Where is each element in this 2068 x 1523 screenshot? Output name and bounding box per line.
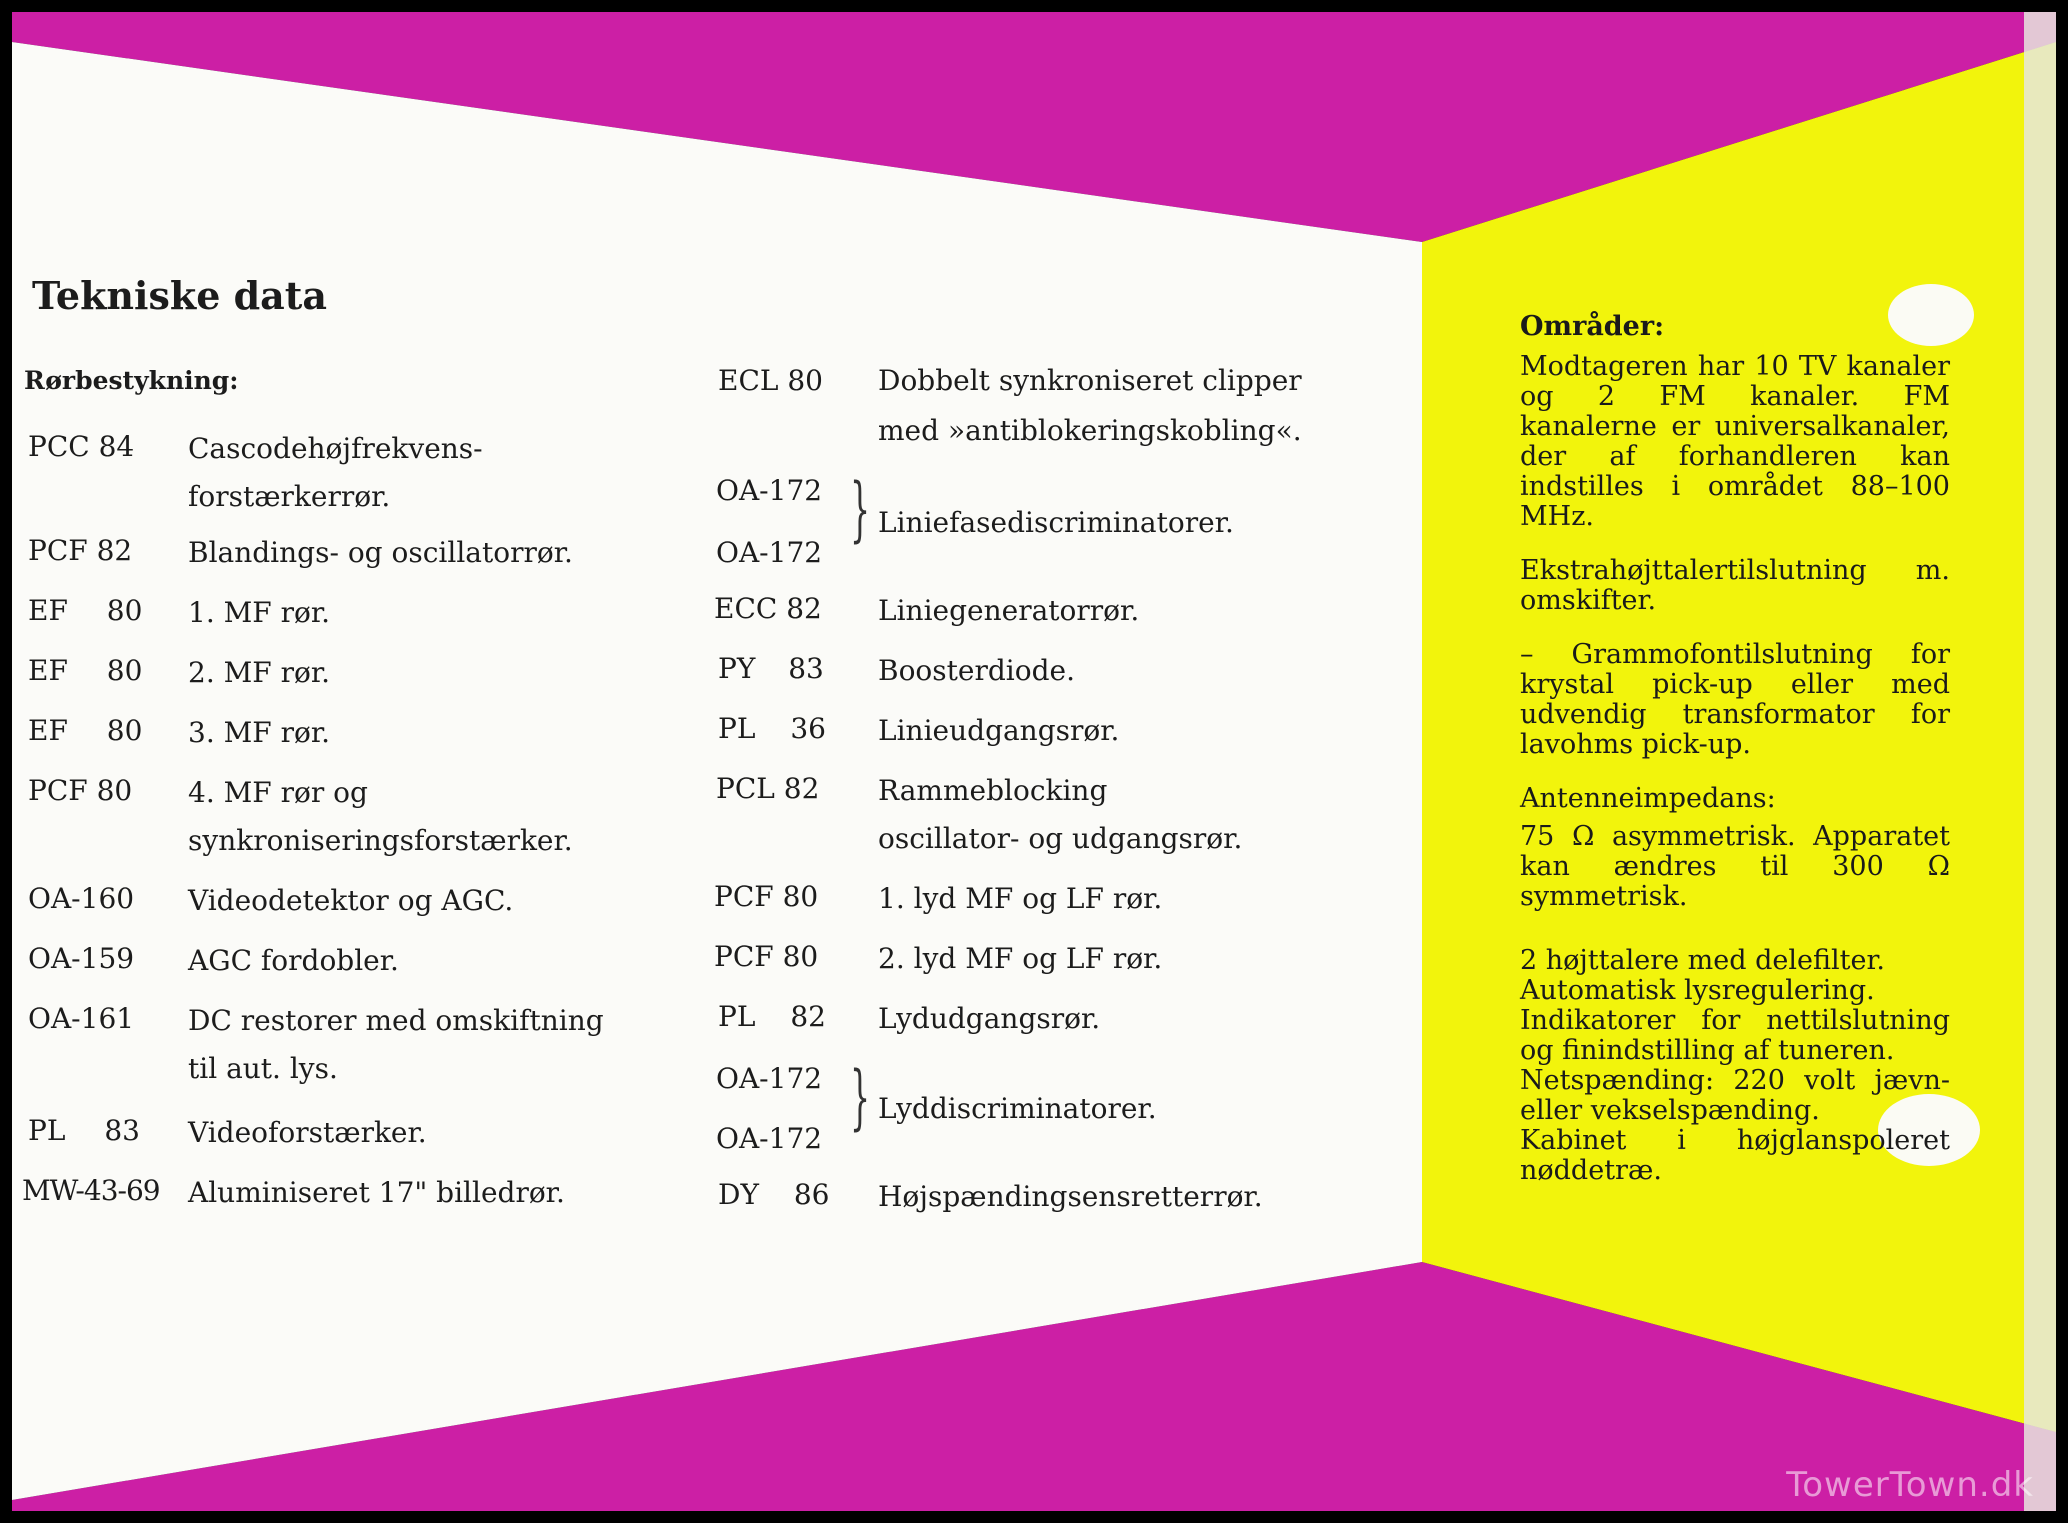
- side-line: Netspænding: 220 volt jævn- eller vekselspænding.: [1520, 1065, 1950, 1126]
- tube-code: OA-172: [716, 474, 823, 507]
- watermark: TowerTown.dk: [1786, 1465, 2034, 1505]
- tube-desc: oscillator- og udgangsrør.: [878, 822, 1243, 855]
- tube-code: PCF 80: [28, 774, 133, 807]
- group-brace: }: [850, 1056, 871, 1138]
- side-panel: [1520, 312, 1950, 1186]
- tube-code: ECL 80: [718, 364, 823, 397]
- tube-code: EF 80: [28, 654, 143, 687]
- tube-code: OA-172: [716, 1062, 823, 1095]
- tube-desc: 2. MF rør.: [188, 656, 331, 689]
- tube-desc: synkroniseringsforstærker.: [188, 824, 573, 857]
- group-brace: }: [850, 468, 871, 550]
- tube-code: OA-159: [28, 942, 135, 975]
- side-line: Kabinet i højglanspoleret nøddetræ.: [1520, 1125, 1950, 1186]
- tube-code: EF 80: [28, 714, 143, 747]
- tube-desc: Linieudgangsrør.: [878, 714, 1120, 747]
- tube-desc: Aluminiseret 17" billedrør.: [188, 1176, 565, 1209]
- tube-desc: med »antiblokeringskobling«.: [878, 414, 1302, 447]
- side-paragraph: Ekstrahøjttalertilslutning m. omskifter.: [1520, 555, 1950, 616]
- tube-code: EF 80: [28, 594, 143, 627]
- side-paragraph: – Grammofontilslutning for krystal pick-up eller med udvendig transformator for lavohms pick-up.: [1520, 639, 1950, 760]
- tube-desc: Videoforstærker.: [188, 1116, 427, 1149]
- tube-code: PCL 82: [716, 772, 820, 805]
- tube-code: OA-172: [716, 1122, 823, 1155]
- tubes-subtitle: Rørbestykning:: [24, 366, 239, 395]
- tube-code: ECC 82: [714, 592, 822, 625]
- tube-desc: Liniefasediscriminatorer.: [878, 506, 1234, 539]
- tube-code: PL 83: [28, 1114, 140, 1147]
- tube-code: PCF 82: [28, 534, 133, 567]
- tube-desc: Lyddiscriminatorer.: [878, 1092, 1157, 1125]
- right-edge-spine: [2024, 12, 2056, 1511]
- tube-desc: 2. lyd MF og LF rør.: [878, 942, 1163, 975]
- tube-code: PL 82: [718, 1000, 826, 1033]
- page-title: Tekniske data: [32, 273, 327, 318]
- side-paragraph: Modtageren har 10 TV kanaler og 2 FM kanaler. FM kanalerne er universalkanaler, der af forhandleren kan indstilles i området 88–100 MHz.: [1520, 351, 1950, 532]
- brochure-page: [12, 12, 2056, 1511]
- tube-desc: Liniegeneratorrør.: [878, 594, 1140, 627]
- tube-desc: Blandings- og oscillatorrør.: [188, 536, 573, 569]
- tube-code: OA-160: [28, 882, 135, 915]
- tube-desc: AGC fordobler.: [188, 944, 399, 977]
- tube-desc: Videodetektor og AGC.: [188, 884, 514, 917]
- side-subheading: Antenneimpedans:: [1520, 783, 1776, 814]
- side-heading: Områder:: [1520, 311, 1665, 342]
- side-paragraph: 75 Ω asymmetrisk. Apparatet kan ændres til 300 Ω symmetrisk.: [1520, 821, 1950, 912]
- tube-desc: 3. MF rør.: [188, 716, 331, 749]
- tube-desc: Boosterdiode.: [878, 654, 1075, 687]
- tube-desc: 1. MF rør.: [188, 596, 331, 629]
- tube-desc: Dobbelt synkroniseret clipper: [878, 364, 1302, 397]
- tube-code: OA-172: [716, 536, 823, 569]
- tube-desc: til aut. lys.: [188, 1052, 338, 1085]
- tube-desc: Højspændingsensretterrør.: [878, 1180, 1263, 1213]
- tube-code: OA-161: [28, 1002, 135, 1035]
- side-line: 2 højttalere med delefilter.: [1520, 945, 1885, 976]
- tube-code: DY 86: [718, 1178, 830, 1211]
- tube-code: PCF 80: [714, 880, 819, 913]
- tube-code: PCC 84: [28, 430, 135, 463]
- tube-desc: forstærkerrør.: [188, 480, 391, 513]
- white-panel: [12, 42, 1422, 1500]
- tube-code: PY 83: [718, 652, 824, 685]
- tube-desc: 4. MF rør og: [188, 776, 368, 809]
- tube-desc: DC restorer med omskiftning: [188, 1004, 604, 1037]
- tube-code: PL 36: [718, 712, 826, 745]
- tube-desc: Cascodehøjfrekvens-: [188, 432, 483, 465]
- tube-code: MW-43-69: [22, 1174, 160, 1207]
- tube-code: PCF 80: [714, 940, 819, 973]
- tube-desc: Lydudgangsrør.: [878, 1002, 1101, 1035]
- tube-desc: 1. lyd MF og LF rør.: [878, 882, 1163, 915]
- tube-desc: Rammeblocking: [878, 774, 1108, 807]
- side-line: Automatisk lysregulering.: [1520, 975, 1875, 1006]
- side-line: Indikatorer for nettilslutning og finindstilling af tuneren.: [1520, 1005, 1950, 1066]
